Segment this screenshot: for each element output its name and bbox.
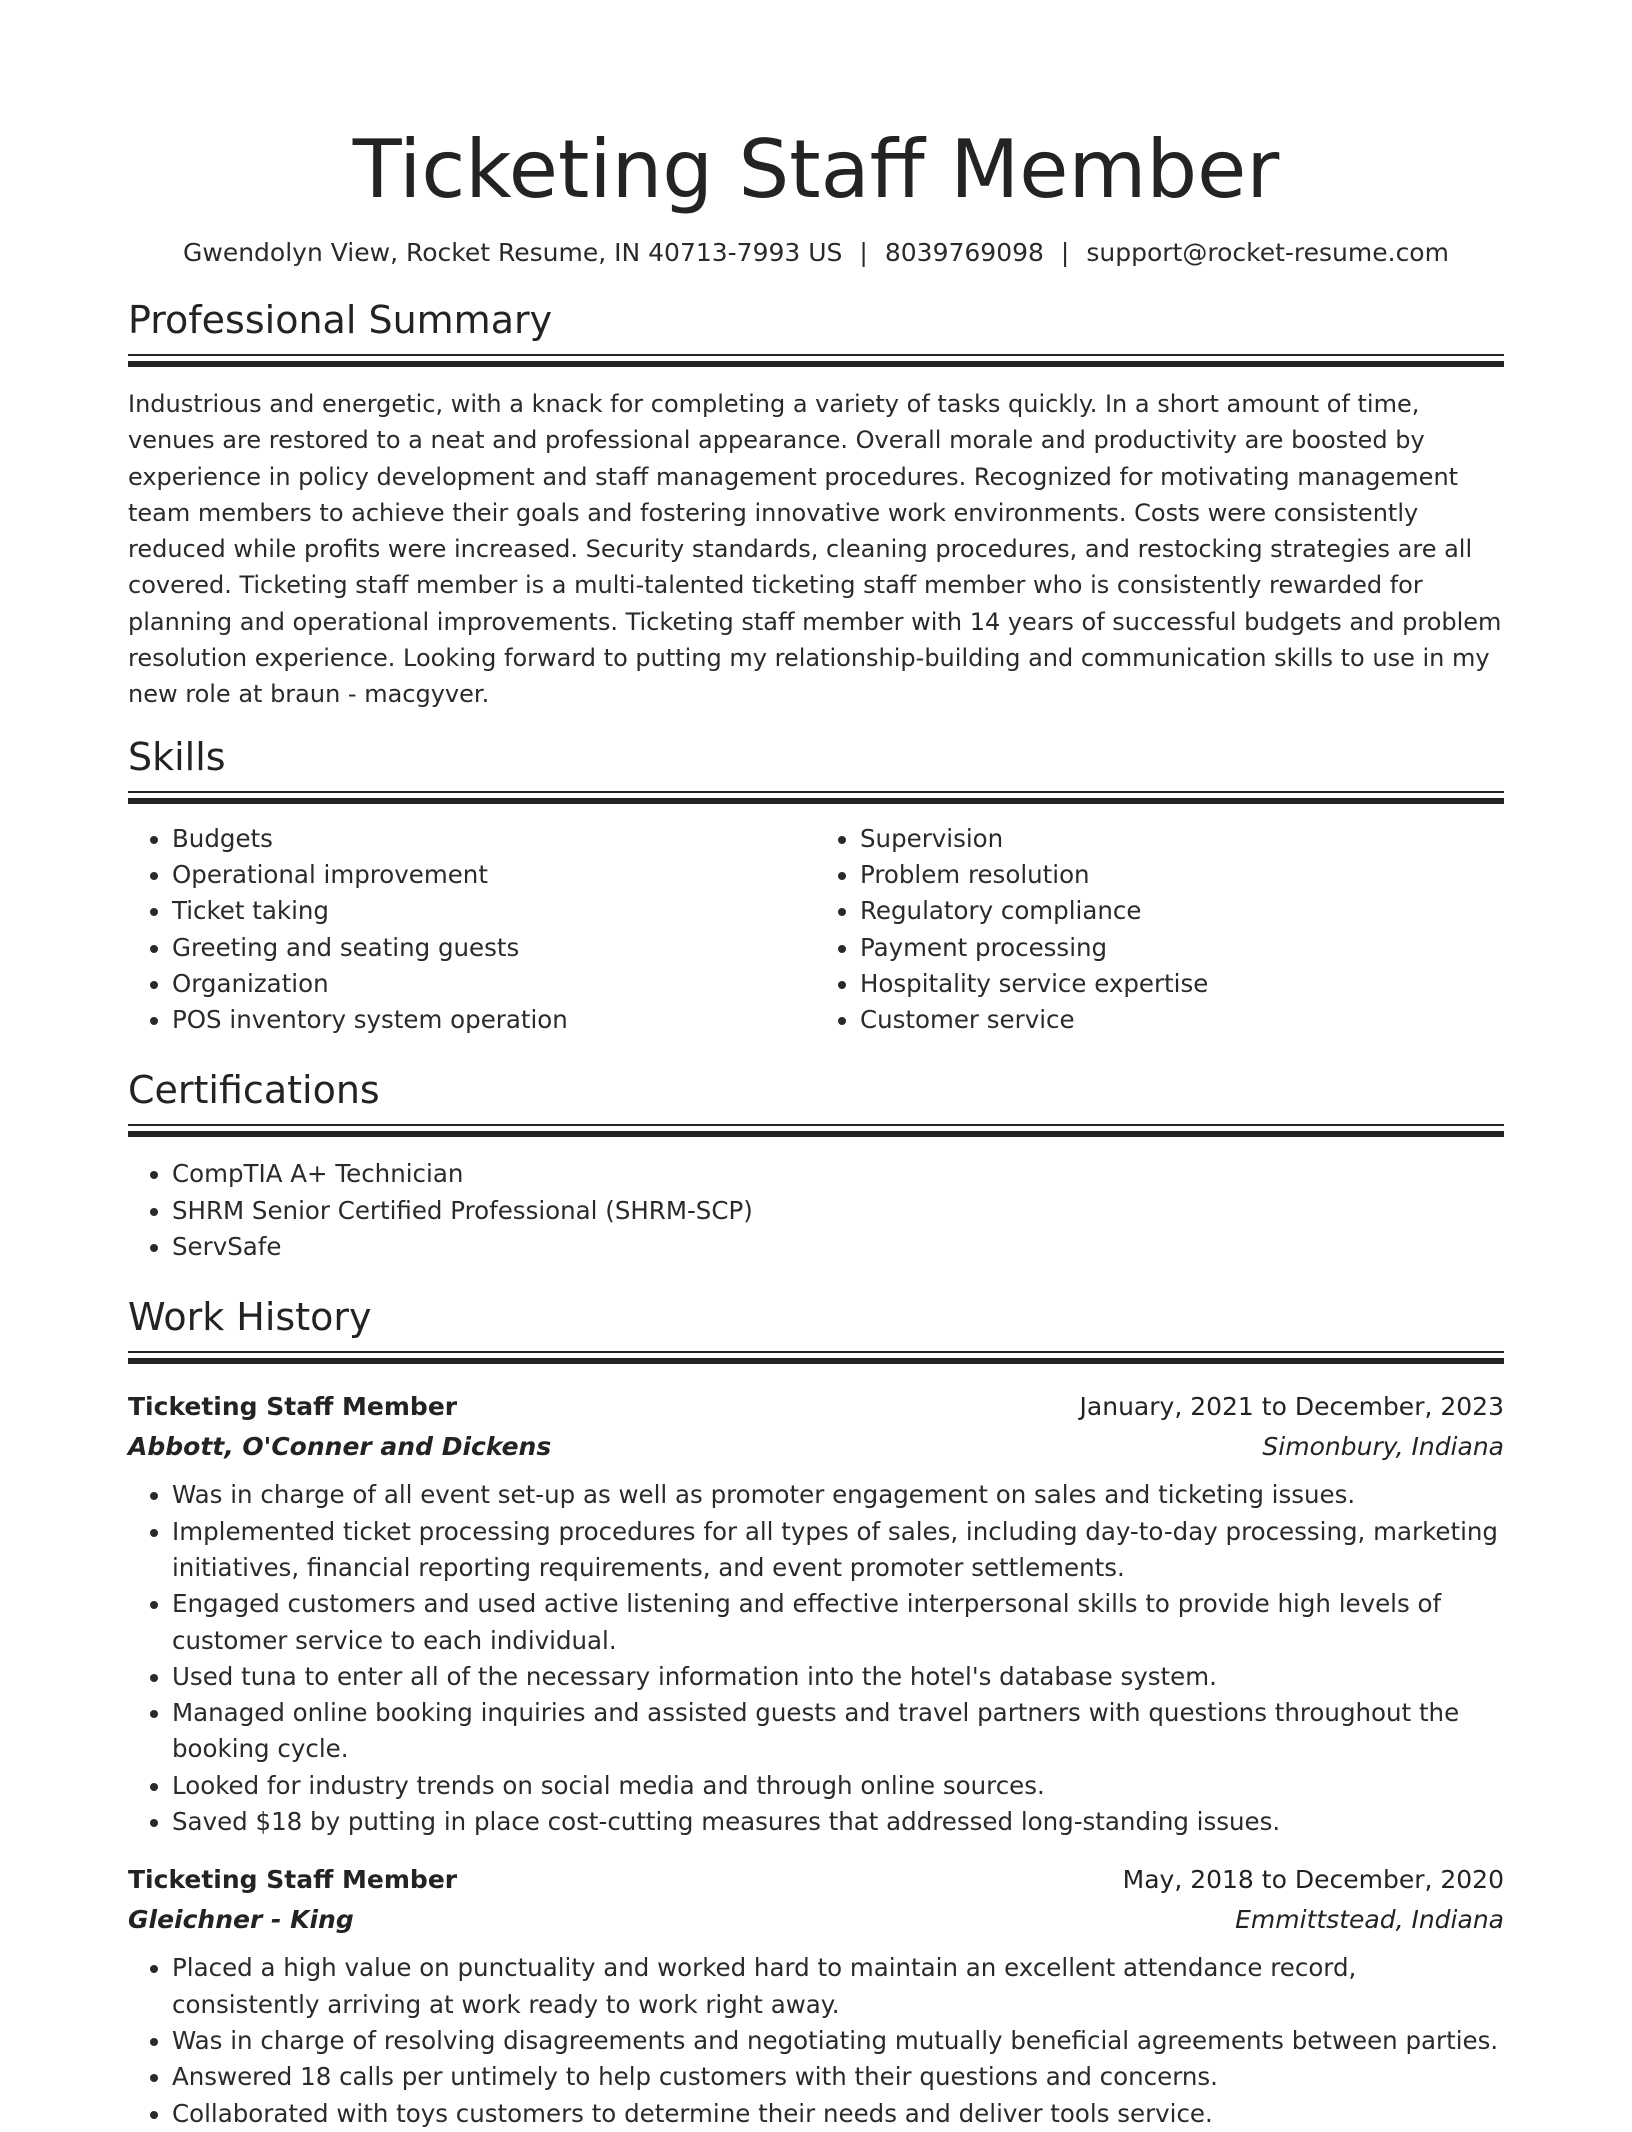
skill-item: • Hospitality service expertise — [860, 966, 1504, 1002]
contact-email: support@rocket-resume.com — [1086, 238, 1449, 267]
work-history-section — [128, 1293, 1504, 2131]
resume-page — [128, 0, 1504, 2132]
job-bullet: • Engaged customers and used active listening and effective interpersonal skills to provide high levels of customer service to each individual. — [172, 1586, 1504, 1659]
job-bullet: • Looked for industry trends on social media and through online sources. — [172, 1768, 1504, 1804]
job-bullet: • Was in charge of all event set-up as well as promoter engagement on sales and ticketing issues. — [172, 1477, 1504, 1513]
skill-item: • Budgets — [172, 821, 816, 857]
job-bullets — [128, 1477, 1504, 1840]
job-header-row — [128, 1387, 1504, 1427]
job-entry — [128, 1387, 1504, 1840]
contact-phone: 8039769098 — [884, 238, 1044, 267]
section-divider — [128, 791, 1504, 813]
skills-section — [128, 733, 1504, 1039]
resume-title: Ticketing Staff Member — [352, 123, 1280, 216]
certifications-heading: Certifications — [128, 1068, 380, 1113]
skill-item: • Supervision — [860, 821, 1504, 857]
skill-item: • Regulatory compliance — [860, 893, 1504, 929]
job-bullet: • Placed a high value on punctuality and worked hard to maintain an excellent attendance record, consistently arriving at work ready to work right away. — [172, 1950, 1504, 2023]
skills-columns — [128, 821, 1504, 1039]
job-company-row — [128, 1900, 1504, 1940]
skills-heading: Skills — [128, 734, 226, 779]
skill-item: • Operational improvement — [172, 857, 816, 893]
summary-heading: Professional Summary — [128, 298, 553, 342]
job-bullet: • Used tuna to enter all of the necessary information into the hotel's database system. — [172, 1659, 1504, 1695]
job-dates: May, 2018 to December, 2020 — [1122, 1865, 1504, 1895]
job-header-row — [128, 1860, 1504, 1900]
summary-section — [128, 296, 1504, 713]
section-divider — [128, 354, 1504, 376]
contact-line — [128, 236, 1504, 270]
skills-list-left — [128, 821, 816, 1039]
job-company-row — [128, 1427, 1504, 1467]
certification-item: • CompTIA A+ Technician — [172, 1156, 1504, 1192]
contact-separator: | — [859, 238, 868, 267]
contact-separator: | — [1060, 238, 1070, 267]
certifications-list — [128, 1156, 1504, 1265]
job-title: Ticketing Staff Member — [128, 1392, 458, 1422]
job-location: Simonbury, Indiana — [1262, 1432, 1504, 1462]
job-bullet: • Implemented ticket processing procedures for all types of sales, including day-to-day processing, marketing initiatives, financial reporting requirements, and event promoter settlements. — [172, 1514, 1504, 1587]
skills-list-right — [816, 821, 1504, 1039]
job-bullet: • Saved $18 by putting in place cost-cutting measures that addressed long-standing issues. — [172, 1804, 1504, 1840]
skill-item: • Customer service — [860, 1002, 1504, 1038]
job-company: Abbott, O'Conner and Dickens — [128, 1432, 552, 1462]
skill-item: • Organization — [172, 966, 816, 1002]
contact-address: Gwendolyn View, Rocket Resume, IN 40713-7993 US — [183, 238, 843, 267]
skill-item: • Ticket taking — [172, 893, 816, 929]
job-bullet: • Answered 18 calls per untimely to help customers with their questions and concerns. — [172, 2059, 1504, 2095]
job-title: Ticketing Staff Member — [128, 1865, 458, 1895]
skill-item: • POS inventory system operation — [172, 1002, 816, 1038]
certifications-section — [128, 1066, 1504, 1265]
skill-item: • Greeting and seating guests — [172, 930, 816, 966]
skill-item: • Payment processing — [860, 930, 1504, 966]
work-history-heading: Work History — [128, 1295, 372, 1340]
section-divider — [128, 1124, 1504, 1146]
job-company: Gleichner - King — [128, 1905, 354, 1935]
job-bullet: • Was in charge of resolving disagreements and negotiating mutually beneficial agreements between parties. — [172, 2023, 1504, 2059]
certification-item: • ServSafe — [172, 1229, 1504, 1265]
section-divider — [128, 1351, 1504, 1373]
job-dates: January, 2021 to December, 2023 — [1079, 1392, 1504, 1422]
summary-text: Industrious and energetic, with a knack for completing a variety of tasks quickly. In a short amount of time, venues are restored to a neat and professional appearance. Overall morale and productivity are boosted by experience in policy development and staff management procedures. Recognized for motivating management team members to achieve their goals and fostering innovative work environments. Costs were consistently reduced while profits were increased. Security standards, cleaning procedures, and restocking strategies are all covered. Ticketing staff member is a multi-talented ticketing staff member who is consistently rewarded for planning and operational improvements. Ticketing staff member with 14 years of successful budgets and problem resolution experience. Looking forward to putting my relationship-building and communication skills to use in my new role at braun - macgyver. — [128, 390, 1502, 709]
job-bullet: • Managed online booking inquiries and assisted guests and travel partners with questions throughout the booking cycle. — [172, 1695, 1504, 1768]
job-bullets — [128, 1950, 1504, 2131]
job-bullet: • Collaborated with toys customers to determine their needs and deliver tools service. — [172, 2096, 1504, 2132]
skill-item: • Problem resolution — [860, 857, 1504, 893]
job-location: Emmittstead, Indiana — [1235, 1905, 1504, 1935]
certification-item: • SHRM Senior Certified Professional (SHRM-SCP) — [172, 1193, 1504, 1229]
job-entry — [128, 1860, 1504, 2131]
